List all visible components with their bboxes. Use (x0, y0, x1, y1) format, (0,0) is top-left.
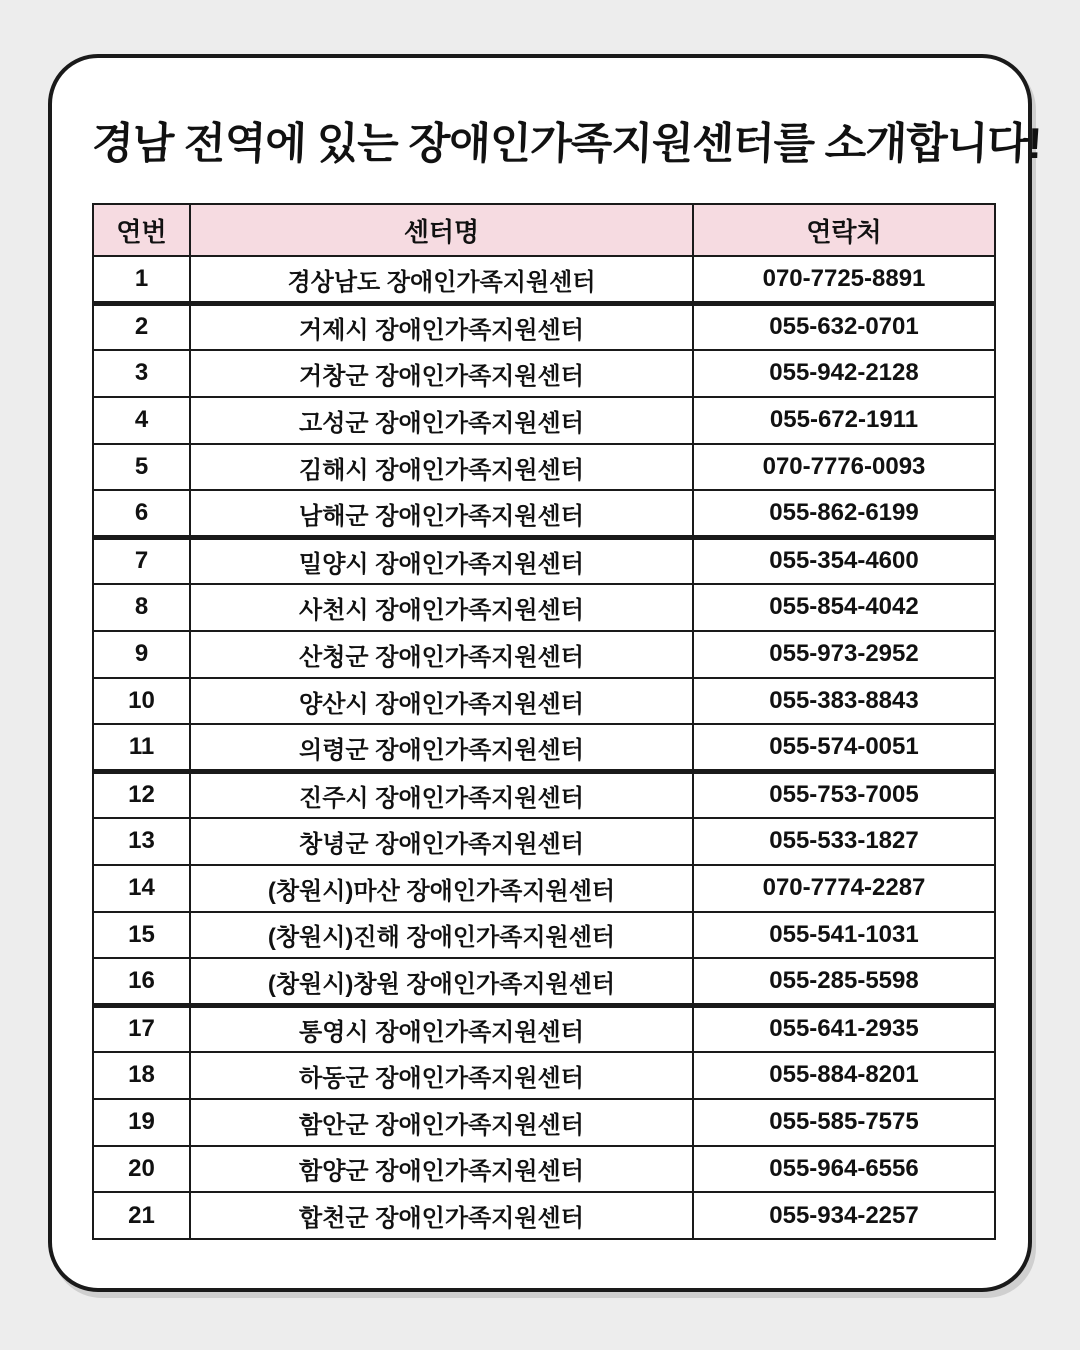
center-name: 함양군 장애인가족지원센터 (190, 1146, 693, 1193)
row-number: 17 (93, 1005, 190, 1052)
center-name: (창원시)창원 장애인가족지원센터 (190, 958, 693, 1005)
center-name: 남해군 장애인가족지원센터 (190, 490, 693, 537)
table-row (93, 537, 995, 584)
table-row (93, 865, 995, 912)
row-number: 3 (93, 350, 190, 397)
table-row (93, 303, 995, 350)
row-number: 1 (93, 256, 190, 303)
header-no: 연번 (93, 204, 190, 256)
contact-number: 055-973-2952 (693, 631, 995, 678)
center-name: 거창군 장애인가족지원센터 (190, 350, 693, 397)
table-row (93, 958, 995, 1005)
table-row (93, 1099, 995, 1146)
row-number: 9 (93, 631, 190, 678)
contact-number: 055-541-1031 (693, 912, 995, 959)
table-row (93, 1052, 995, 1099)
info-card (48, 54, 1042, 1292)
table-row (93, 584, 995, 631)
contact-number: 055-672-1911 (693, 397, 995, 444)
contact-number: 055-964-6556 (693, 1146, 995, 1193)
row-number: 8 (93, 584, 190, 631)
table-row (93, 1192, 995, 1239)
table-row (93, 490, 995, 537)
center-name: 고성군 장애인가족지원센터 (190, 397, 693, 444)
table-row (93, 724, 995, 771)
center-name: (창원시)마산 장애인가족지원센터 (190, 865, 693, 912)
table-row (93, 678, 995, 725)
row-number: 7 (93, 537, 190, 584)
row-number: 11 (93, 724, 190, 771)
contact-number: 055-854-4042 (693, 584, 995, 631)
table-row (93, 1005, 995, 1052)
table-row (93, 1146, 995, 1193)
center-name: 거제시 장애인가족지원센터 (190, 303, 693, 350)
row-number: 20 (93, 1146, 190, 1193)
contact-number: 055-934-2257 (693, 1192, 995, 1239)
table-row (93, 397, 995, 444)
center-name: 함안군 장애인가족지원센터 (190, 1099, 693, 1146)
row-number: 15 (93, 912, 190, 959)
table-header-row (93, 204, 995, 256)
header-contact: 연락처 (693, 204, 995, 256)
center-name: 산청군 장애인가족지원센터 (190, 631, 693, 678)
row-number: 5 (93, 444, 190, 491)
table-row (93, 818, 995, 865)
contact-number: 055-753-7005 (693, 771, 995, 818)
header-center-name: 센터명 (190, 204, 693, 256)
center-name: 하동군 장애인가족지원센터 (190, 1052, 693, 1099)
contact-number: 055-354-4600 (693, 537, 995, 584)
table-row (93, 350, 995, 397)
center-name: 의령군 장애인가족지원센터 (190, 724, 693, 771)
table-row (93, 444, 995, 491)
center-name: 창녕군 장애인가족지원센터 (190, 818, 693, 865)
row-number: 19 (93, 1099, 190, 1146)
table-body (93, 256, 995, 1239)
center-name: 진주시 장애인가족지원센터 (190, 771, 693, 818)
table-row (93, 771, 995, 818)
row-number: 4 (93, 397, 190, 444)
center-name: (창원시)진해 장애인가족지원센터 (190, 912, 693, 959)
page-title: 경남 전역에 있는 장애인가족지원센터를 소개합니다! (91, 120, 1042, 168)
contact-number: 055-383-8843 (693, 678, 995, 725)
row-number: 12 (93, 771, 190, 818)
contact-number: 055-862-6199 (693, 490, 995, 537)
row-number: 14 (93, 865, 190, 912)
contact-number: 055-585-7575 (693, 1099, 995, 1146)
center-name: 통영시 장애인가족지원센터 (190, 1005, 693, 1052)
center-name: 사천시 장애인가족지원센터 (190, 584, 693, 631)
table-row (93, 912, 995, 959)
contact-number: 055-533-1827 (693, 818, 995, 865)
table-row (93, 256, 995, 303)
contact-number: 070-7725-8891 (693, 256, 995, 303)
contact-number: 055-632-0701 (693, 303, 995, 350)
center-name: 양산시 장애인가족지원센터 (190, 678, 693, 725)
center-name: 합천군 장애인가족지원센터 (190, 1192, 693, 1239)
row-number: 13 (93, 818, 190, 865)
row-number: 21 (93, 1192, 190, 1239)
contact-number: 055-574-0051 (693, 724, 995, 771)
center-name: 밀양시 장애인가족지원센터 (190, 537, 693, 584)
contact-number: 055-285-5598 (693, 958, 995, 1005)
center-name: 경상남도 장애인가족지원센터 (190, 256, 693, 303)
contact-number: 070-7776-0093 (693, 444, 995, 491)
contact-number: 055-884-8201 (693, 1052, 995, 1099)
row-number: 6 (93, 490, 190, 537)
contact-number: 070-7774-2287 (693, 865, 995, 912)
row-number: 18 (93, 1052, 190, 1099)
centers-table (92, 203, 996, 1240)
contact-number: 055-942-2128 (693, 350, 995, 397)
center-name: 김해시 장애인가족지원센터 (190, 444, 693, 491)
row-number: 10 (93, 678, 190, 725)
table-row (93, 631, 995, 678)
row-number: 2 (93, 303, 190, 350)
contact-number: 055-641-2935 (693, 1005, 995, 1052)
row-number: 16 (93, 958, 190, 1005)
table-header (93, 204, 995, 256)
